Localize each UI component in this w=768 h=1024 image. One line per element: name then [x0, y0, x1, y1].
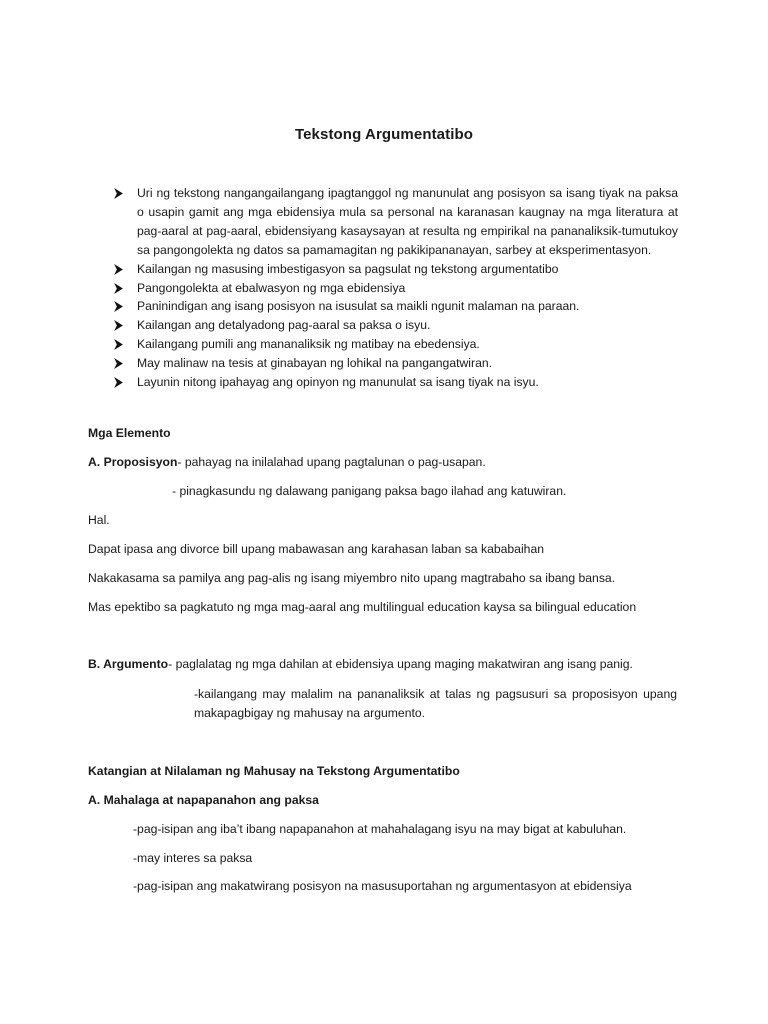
arrow-bullet-icon	[113, 188, 124, 199]
bullet-list	[113, 184, 678, 392]
proposisyon-label: A. Proposisyon	[88, 455, 178, 469]
katangian-item: -pag-isipan ang iba’t ibang napapanahon at mahahalagang isyu na may bigat at kabuluhan.	[133, 822, 627, 836]
argumento-note-text: -kailangang may malalim na pananaliksik at talas ng pagsusuri sa proposisyon upang makapagbigay ng mahusay na argumento.	[194, 687, 677, 720]
proposisyon-definition: - pahayag na inilalahad upang pagtalunan o pag-usapan.	[177, 455, 486, 469]
example-line: Mas epektibo sa pagkatuto ng mga mag-aaral ang multilingual education kaysa sa bilingual education	[88, 600, 637, 614]
argumento-note	[88, 685, 677, 723]
katangian-item: -pag-isipan ang makatwirang posisyon na masusuportahan ng argumentasyon at ebidensiya	[133, 879, 632, 893]
bullet-text: Kailangan ng masusing imbestigasyon sa pagsulat ng tekstong argumentatibo	[137, 261, 559, 276]
argumento-label: B. Argumento	[88, 657, 169, 671]
example-line: Dapat ipasa ang divorce bill upang mabawasan ang karahasan laban sa kababaihan	[88, 542, 545, 556]
bullet-text: Kailangang pumili ang mananaliksik ng matibay na ebedensiya.	[137, 337, 480, 352]
proposisyon-line	[88, 454, 486, 471]
arrow-bullet-icon	[113, 320, 124, 331]
bullet-text: Layunin nitong ipahayag ang opinyon ng manunulat sa isang tiyak na isyu.	[137, 375, 539, 390]
bullet-text: Pangongolekta at ebalwasyon ng mga ebidensiya	[137, 280, 406, 295]
bullet-text: Paninindigan ang isang posisyon na isusulat sa maikli ngunit malaman na paraan.	[137, 299, 580, 314]
section-heading-katangian: Katangian at Nilalaman ng Mahusay na Tekstong Argumentatibo	[88, 764, 460, 778]
section-heading-elemento: Mga Elemento	[88, 426, 171, 440]
subheading-mahalaga: A. Mahalaga at napapanahon ang paksa	[88, 793, 319, 807]
bullet-item	[113, 279, 678, 298]
arrow-bullet-icon	[113, 301, 124, 312]
proposisyon-note: - pinagkasundu ng dalawang panigang paksa bago ilahad ang katuwiran.	[172, 484, 567, 498]
bullet-item	[113, 373, 678, 392]
arrow-bullet-icon	[113, 264, 124, 275]
bullet-text: Kailangan ang detalyadong pag-aaral sa paksa o isyu.	[137, 318, 431, 333]
argumento-definition: - paglalatag ng mga dahilan at ebidensiya upang maging makatwiran ang isang panig.	[168, 657, 633, 671]
bullet-item	[113, 297, 678, 316]
example-line: Nakakasama sa pamilya ang pag-alis ng isang miyembro nito upang magtrabaho sa ibang bansa.	[88, 571, 616, 585]
document-title: Tekstong Argumentatibo	[294, 126, 474, 143]
arrow-bullet-icon	[113, 358, 124, 369]
bullet-item	[113, 184, 678, 260]
hal-label: Hal.	[88, 513, 110, 527]
arrow-bullet-icon	[113, 339, 124, 350]
bullet-item	[113, 335, 678, 354]
argumento-line	[88, 656, 633, 673]
arrow-bullet-icon	[113, 283, 124, 294]
bullet-item	[113, 354, 678, 373]
arrow-bullet-icon	[113, 377, 124, 388]
bullet-text: Uri ng tekstong nangangailangang ipagtanggol ng manunulat ang posisyon sa isang tiyak na paksa o usapin gamit ang mga ebidensiya mula sa personal na karanasan kaugnay na mga literatura at pag-aaral at pag-aaral, ebidensiyang kasaysayan at resulta ng empirikal na pananaliksik-tumutukoy sa pangongolekta ng datos sa pamamagitan ng pakikipananayan, sarbey at eksperimentasyon.	[137, 186, 678, 257]
bullet-item	[113, 260, 678, 279]
bullet-item	[113, 316, 678, 335]
katangian-item: -may interes sa paksa	[133, 851, 253, 865]
bullet-text: May malinaw na tesis at ginabayan ng lohikal na pangangatwiran.	[137, 356, 493, 371]
